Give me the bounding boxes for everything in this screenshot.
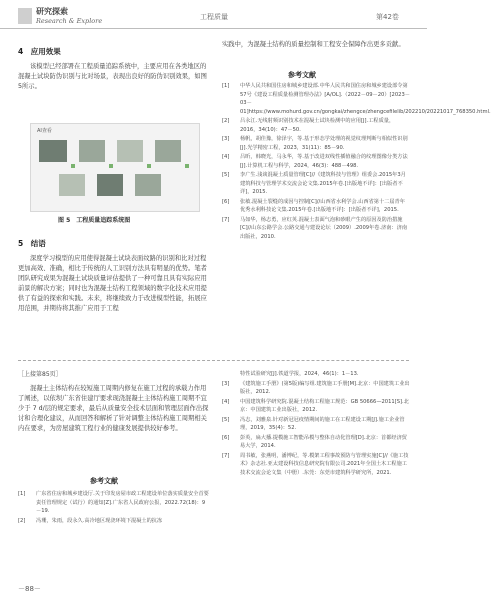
continued-paragraph: 实践中，为混凝土结构的质量控制和工程安全保障作出更多贡献。 (222, 41, 405, 48)
section-5-paragraph: 深度学习模型的应用使得混凝土试块表面纹路的识别和比对过程更加高效、准确，相比于传统的人工识别方法具有明显的优势。笔者团队研究成果为混凝土试块质量评估提供了一种可靠且具有实际应用前景的解决方案；同时也为混凝土结构工程领域的数字化技术应用提供了有益的探索和实践。未来，将继续致力于改进模型性能，拓展应用范围，并期待将其推广应用于工程 (18, 255, 207, 312)
figure-thumb (59, 174, 85, 196)
references-title: 参考文献 (288, 71, 316, 79)
reference-item: [3] 《建筑施工手册》(第5版)编写组.建筑施工手册[M].北京：中国建筑工业出版社，2012. (222, 380, 410, 395)
section-5-title: 5 结语 (18, 239, 46, 248)
reference-item: [4] 中国建筑科学研究院.混凝土结构工程施工规范：GB 50666—2011[S].北京：中国建筑工业出版社，2012. (222, 398, 409, 413)
reference-item: [1] 广东省住房和城乡建设厅.关于印发房屋市政工程建设单位落实质量安全首要责任管理规定（试行）的通知[Z].广东省人民政府公报，2022.72(18)：9－19. (18, 491, 209, 514)
issue-number: 第42卷 (376, 13, 399, 21)
lower-paragraph: 混凝土主体结构在较短施工周期内修复在施工过程的承载力作用了阐述，以依坝广东省住建厅要求现浇混凝土主体结构施工周期不宜少于 7 d/层的规定要求，最后从质量安全技术层面和管理层面作出探讨和合理化建议，从而回答和解析了针对调整主体结构施工周期相关内在要求，为房屋建筑工程行业的健康发展提供较好参考。 (18, 385, 209, 432)
reference-item: [2] 吕永江.无线射频识别技术在混凝土试块检测中的应用[J].工程质量，2016，34(10)：47－50. (222, 118, 395, 133)
page-number: －88－ (18, 585, 41, 593)
header-rule (0, 28, 427, 29)
section-4-paragraph: 该模型已经部署在工程质量追踪系统中，主要应用在各类地区的混凝土试块防伪识别与比对场景，表现出良好的防伪识别效果，如图5所示。 (18, 63, 207, 90)
reference-item: [5] 李广生.浅谈混凝土质量管理[C]//《建筑科技与管理》组委会.2015年3月建筑科技与管理学术交流会论文集.2015年卷.[出版地不详]：[出版者不详]，2015. (222, 172, 406, 195)
reference-item: 特性试验研究[J].铁道学报，2024，46(1)：1－13. (240, 371, 359, 377)
lower-references-left (18, 490, 210, 526)
reference-item: [1] 中华人民共和国住房和城乡建设部.中华人民共和国住房和城乡建设部令第57号《建设工程质量检测管理办法》[A/OL].（2022－09－20）[2023－03－01]https://www.mohurd.gov.cn/gongkai/zhengce/zhengcefilelib/202210/20221017_768350.html. (222, 83, 491, 115)
check-icon (147, 164, 151, 168)
lower-references-title: 参考文献 (90, 477, 118, 485)
lower-references-right (222, 370, 410, 478)
figure-thumb (155, 140, 181, 162)
continued-from-label: ［上接第85页］ (18, 371, 62, 378)
column-name: 工程质量 (200, 13, 228, 21)
figure-thumb (39, 140, 67, 162)
reference-item: [6] 张敏.混凝土裂缝的成因与控制[C]//山西省水利学会.山西省第十二届青年优秀水利科技论文集.2015年卷.[出版地不详]：[出版者不详]，2015. (222, 198, 405, 213)
reference-item: [4] 吕昕，韩晓光，马永华，等.基于改进双线性插值融合的纹理图像分类方法[J].计算机工程与科学，2024，46(3)：488－498. (222, 154, 408, 169)
figure-thumb (97, 174, 123, 196)
reference-item: [5] 冯志，刘雅泉.针对新冠冠疫情期间的施工在工程建设工期[J].施工企业管理，2019，35(4)：52. (222, 416, 405, 431)
journal-logo (18, 8, 32, 24)
figure-5-caption: 图 5 工程质量追踪系统图 (58, 217, 131, 224)
reference-item: [6] 彭英，扁大播.提模施工智能吊模与整体自动化管理[D].北京：首都经济贸易大学，2014. (222, 434, 407, 449)
references-list (222, 82, 491, 242)
check-icon (185, 164, 189, 168)
section-4-title: 4 应用效果 (18, 47, 61, 56)
figure-5-image (30, 123, 200, 212)
journal-name-en: Research & Explore (36, 17, 103, 25)
figure-thumb (135, 174, 161, 196)
reference-item: [7] 周书敏，张燕明，潘博纪，等.模架工程事故预防与管理实施[C]//《施工技术》杂志社.亚太建设科技信息研究院有限公司.2021年全国土木工程施工技术交流会论文集（中册）.东莞：东莞市建筑科学研究所，2021. (222, 452, 409, 476)
check-icon (109, 164, 113, 168)
reference-item: [7] 马如华，杨志勇，应红英.混凝土表面气泡和砂眼产生的原因及防治措施[C]//山东公路学会.公路交通与建设论坛（2009）.2009年卷.济南：济南出版社，2010. (222, 216, 408, 240)
figure-thumb (117, 140, 143, 162)
check-icon (71, 164, 75, 168)
figure-ai-label: AI查看 (37, 128, 52, 134)
reference-item: [3] 杨帆，胡佳豫，徐泽宇，等.基于形态学处理的视觉纹理判断与相似性识别[J].光学精密工程，2023，31(11)：85－90. (222, 136, 408, 151)
figure-thumb (79, 140, 105, 162)
reference-item: [2] 冯珊，朱雨，段永久.高冷地区现浇环境下混凝土的抗冻 (18, 517, 163, 524)
article-separator (18, 360, 409, 361)
journal-name: 研究探索 (36, 7, 68, 16)
